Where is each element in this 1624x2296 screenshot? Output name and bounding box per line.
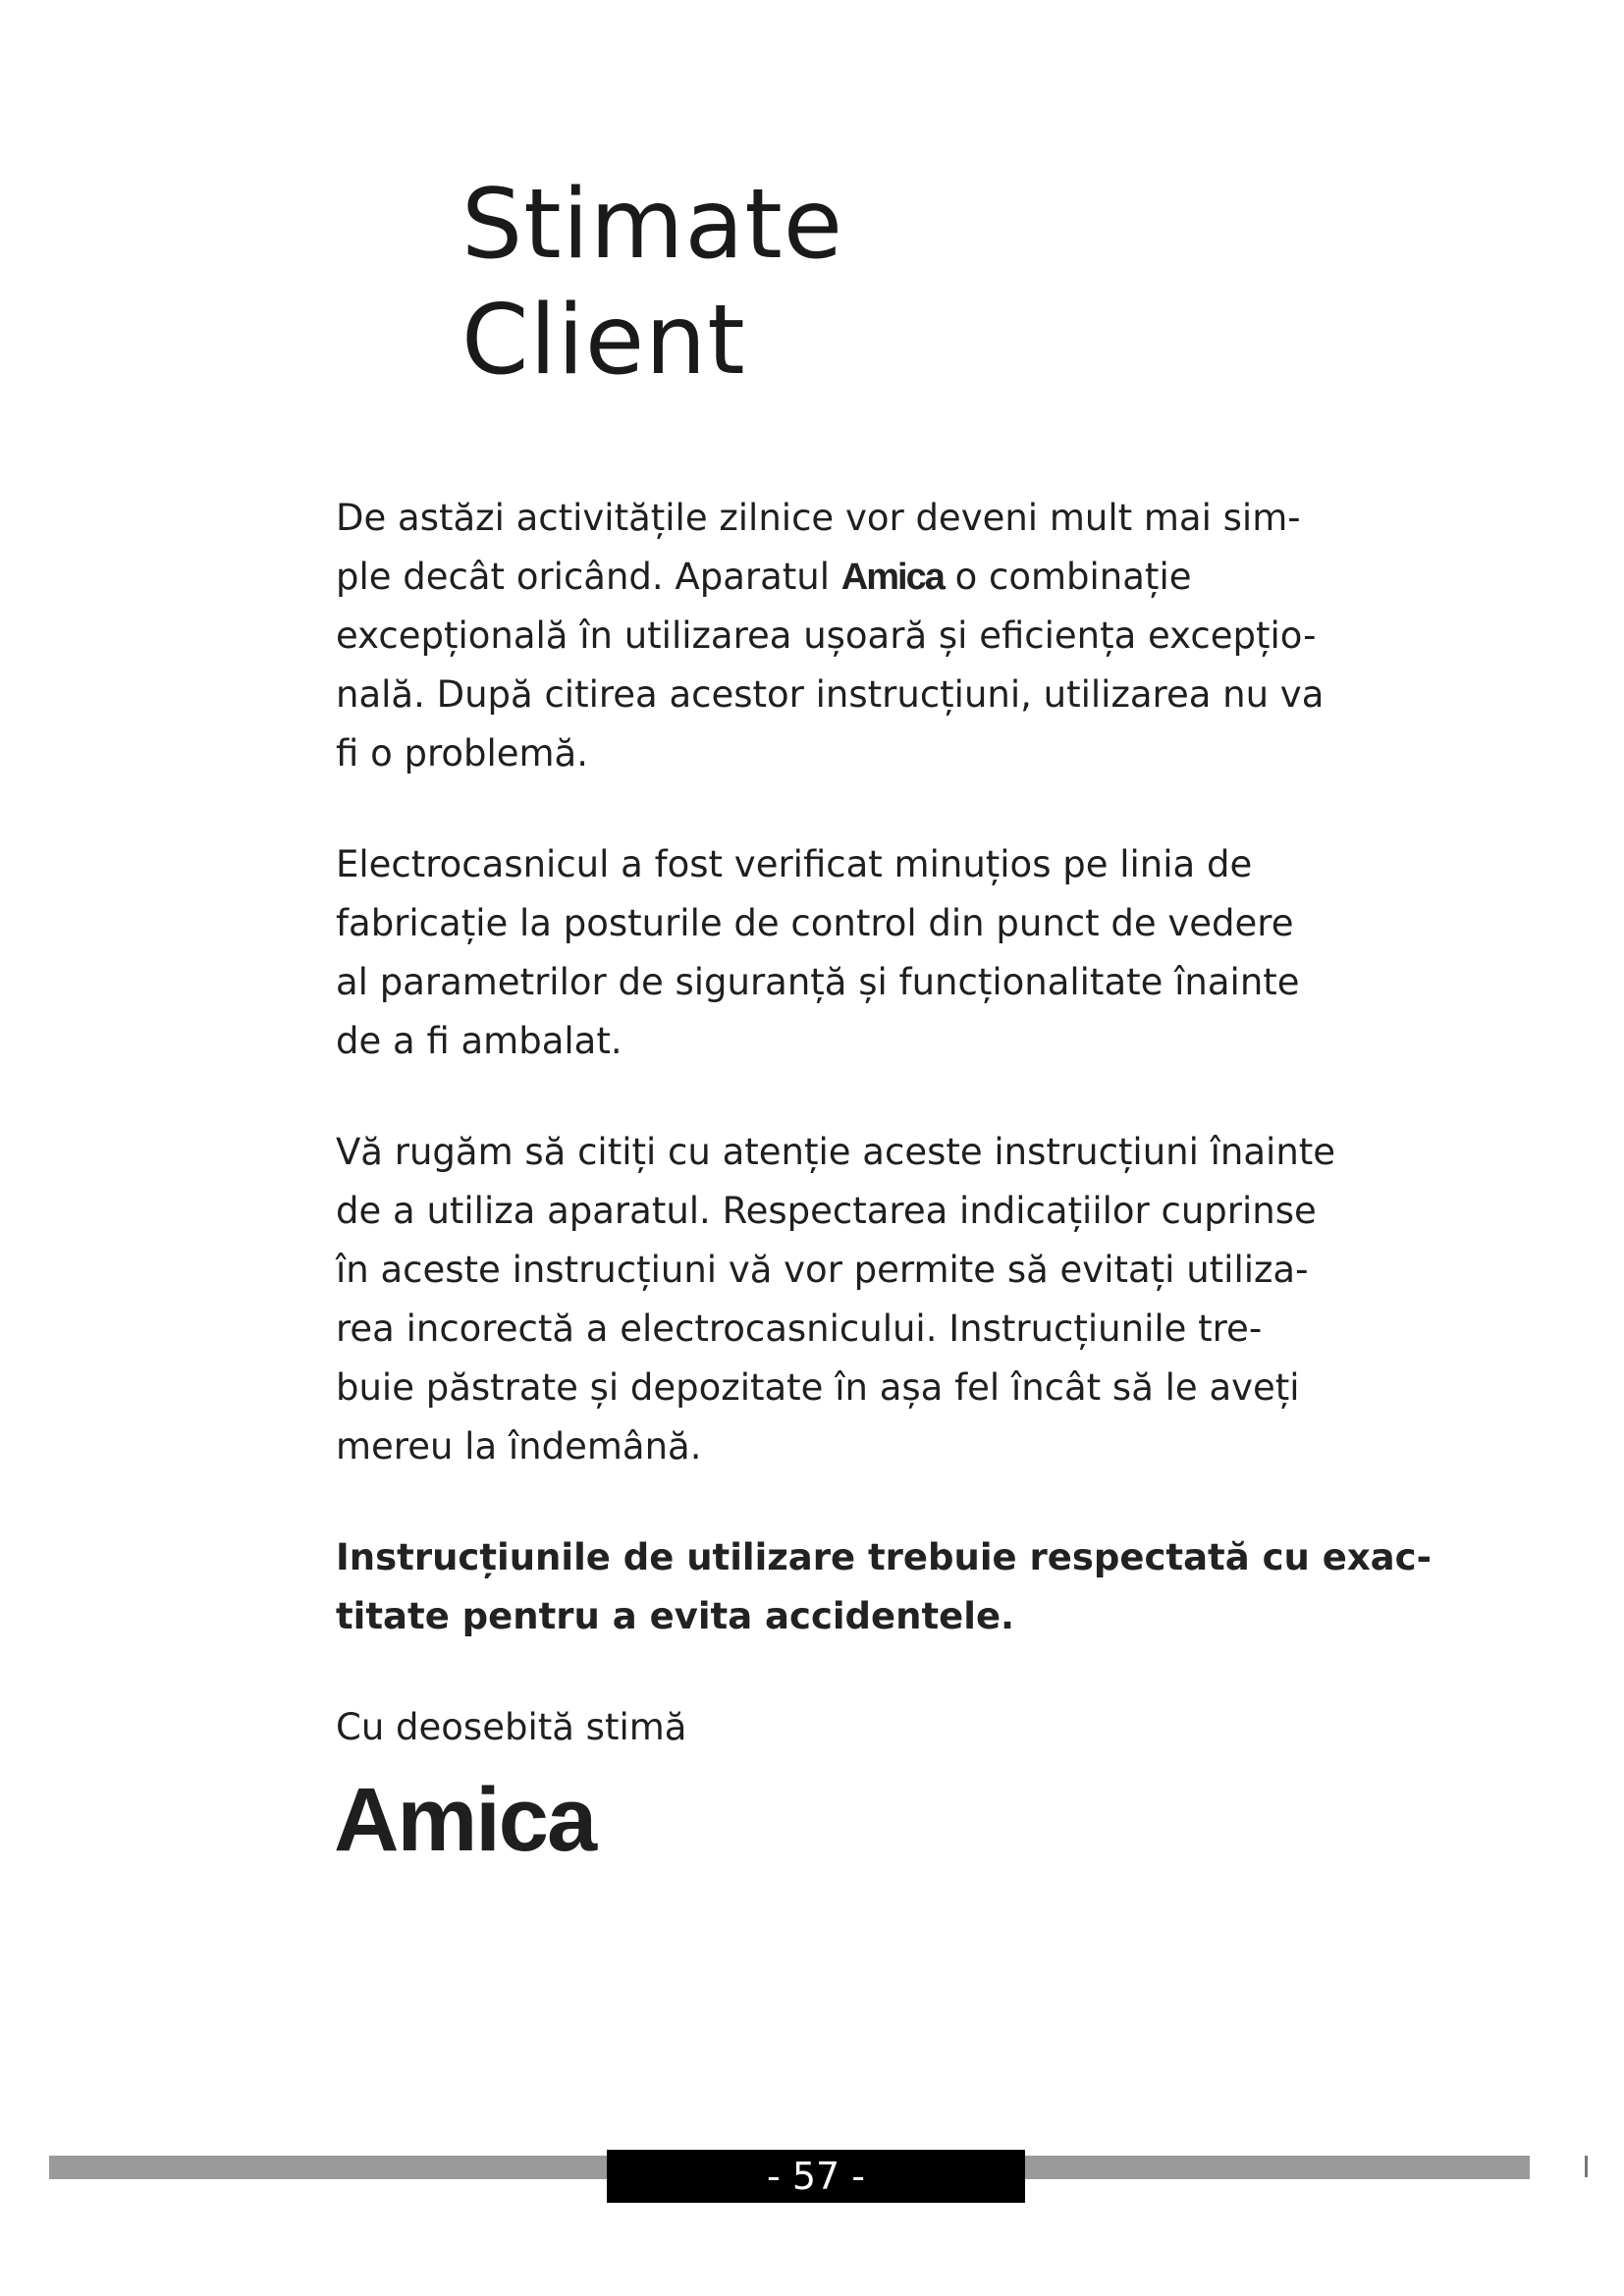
warning-line-1: Instrucțiunile de utilizare trebuie respectată cu exac- (336, 1536, 1432, 1578)
reading-line-4: rea incorectă a electrocasnicului. Instrucțiunile tre- (336, 1308, 1263, 1350)
reading-instructions-paragraph (336, 1123, 1336, 1476)
inspection-paragraph (336, 835, 1318, 1071)
reading-line-6: mereu la îndemână. (336, 1425, 702, 1468)
warning-paragraph (336, 1528, 1432, 1646)
amica-logo: Amica (334, 1770, 596, 1870)
inspection-line-2: fabricație la posturile de control din punct de vedere (336, 902, 1294, 944)
intro-line-3: excepțională în utilizarea ușoară și eficiența excepțio- (336, 614, 1317, 657)
edge-mark (1585, 2156, 1588, 2177)
intro-line-4: nală. După citirea acestor instrucțiuni, utilizarea nu va (336, 673, 1325, 716)
page-title-line-2: Client (461, 285, 746, 397)
intro-line-1: De astăzi activitățile zilnice vor deveni mult mai sim- (336, 497, 1301, 539)
intro-line-2 (336, 548, 1318, 607)
intro-paragraph (336, 489, 1325, 783)
page-title-line-1: Stimate (461, 169, 844, 281)
inspection-line-1: Electrocasnicul a fost verificat minuțios pe linia de (336, 843, 1253, 885)
reading-line-1: Vă rugăm să citiți cu atenție aceste instrucțiuni înainte (336, 1131, 1336, 1173)
reading-line-5: buie păstrate și depozitate în așa fel încât să le aveți (336, 1366, 1300, 1409)
intro-line-2-text: ple decât oricând. Aparatul (336, 556, 831, 598)
inline-brand-logo: Amica (840, 557, 944, 598)
page-title (461, 167, 843, 399)
warning-line-2: titate pentru a evita accidentele. (336, 1595, 1015, 1637)
page-number: - 57 - (607, 2150, 1025, 2203)
letter-body (336, 489, 1432, 1775)
inspection-line-3: al parametrilor de siguranță și funcționalitate înainte (336, 961, 1300, 1003)
intro-line-5: fi o problemă. (336, 732, 588, 774)
reading-line-2: de a utiliza aparatul. Respectarea indicațiilor cuprinse (336, 1190, 1317, 1232)
intro-line-2-tail: o combinație (954, 556, 1192, 598)
inspection-line-4: de a fi ambalat. (336, 1020, 623, 1062)
reading-line-3: în aceste instrucțiuni vă vor permite să evitați utiliza- (336, 1249, 1309, 1291)
signoff-text: Cu deosebită stimă (336, 1706, 687, 1748)
